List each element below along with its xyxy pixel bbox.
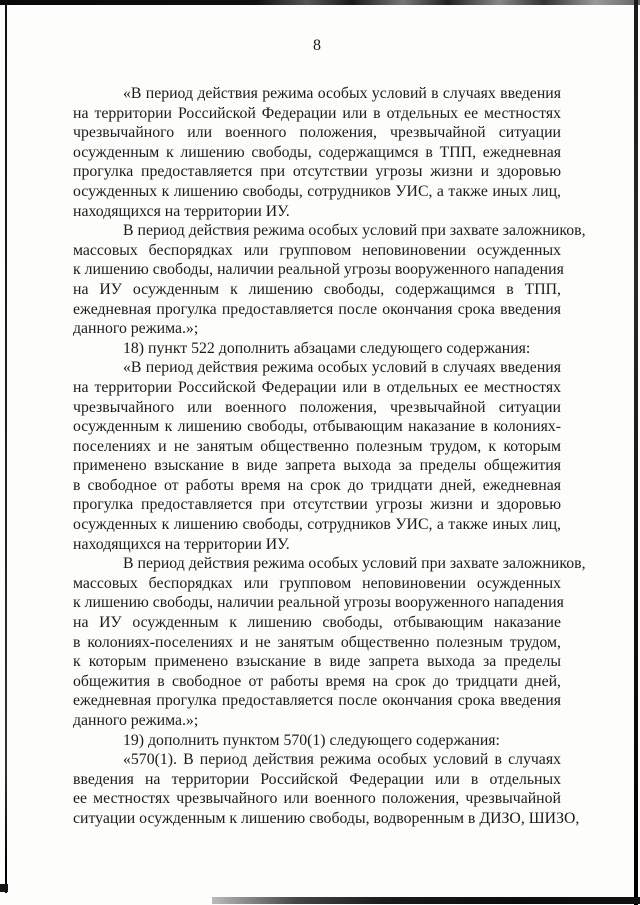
text-line: в свободное от работы время на срок до тридцати дней, ежедневная (73, 476, 561, 494)
text-line: на территории Российской Федерации или в отдельных ее местностях (73, 378, 561, 396)
text-line: осужденным к лишению свободы, отбывающим наказание в колониях- (73, 418, 561, 436)
document-body (73, 84, 586, 829)
text-line: к лишению свободы, наличии реальной угрозы вооруженного нападения (73, 594, 564, 612)
text-line: к лишению свободы, наличии реальной угрозы вооруженного нападения (73, 261, 564, 279)
text-line: находящихся на территории ИУ. (73, 202, 290, 220)
text-line: на территории Российской Федерации или в отдельных ее местностях (73, 104, 561, 122)
text-line: осужденных к лишению свободы, сотрудников УИС, а также иных лиц, (73, 516, 561, 534)
text-line: в колониях-поселениях и не занятым общественно полезным трудом, (73, 633, 561, 651)
text-line: на ИУ осужденным к лишению свободы, содержащимся в ТПП, (73, 280, 561, 298)
text-line: 18) пункт 522 дополнить абзацами следующего содержания: (123, 339, 531, 357)
scan-edge-right (634, 0, 638, 905)
scan-edge-top (0, 0, 640, 5)
text-line: применено взыскание в виде запрета выхода за пределы общежития (73, 457, 561, 475)
text-line: массовых беспорядках или групповом неповиновении осужденных (73, 241, 561, 259)
text-line: «В период действия режима особых условий в случаях введения (123, 85, 561, 102)
scan-edge-left (5, 0, 7, 893)
page-number: 8 (313, 37, 321, 54)
text-line: массовых беспорядках или групповом неповиновении осужденных (73, 574, 561, 592)
scan-artifact (0, 884, 8, 892)
text-line: прогулка предоставляется при отсутствии угрозы жизни и здоровью (73, 496, 561, 514)
text-line: осужденных к лишению свободы, сотрудников УИС, а также иных лиц, (73, 182, 561, 200)
text-line: ежедневная прогулка предоставляется после окончания срока введения (73, 692, 561, 710)
scan-edge-bottom (212, 897, 640, 904)
text-line: осужденным к лишению свободы, содержащимся в ТПП, ежедневная (73, 143, 561, 161)
text-line: ежедневная прогулка предоставляется после окончания срока введения (73, 300, 561, 318)
text-line: находящихся на территории ИУ. (73, 535, 290, 553)
text-line: ситуации осужденным к лишению свободы, водворенным в ДИЗО, ШИЗО, (73, 809, 580, 827)
text-line: В период действия режима особых условий при захвате заложников, (123, 222, 586, 240)
text-line: прогулка предоставляется при отсутствии угрозы жизни и здоровью (73, 163, 561, 181)
text-line: В период действия режима особых условий при захвате заложников, (123, 555, 586, 573)
text-line: к которым применено взыскание в виде запрета выхода за пределы (73, 653, 561, 671)
text-line: 19) дополнить пунктом 570(1) следующего содержания: (123, 731, 500, 749)
text-line: на ИУ осужденным к лишению свободы, отбывающим наказание (73, 614, 561, 632)
text-line: ее местностях чрезвычайного или военного положения, чрезвычайной (73, 790, 561, 808)
text-line: чрезвычайного или военного положения, чрезвычайной ситуации (73, 124, 561, 142)
text-line: общежития в свободное от работы время на срок до тридцати дней, (73, 672, 561, 690)
text-line: данного режима.»; (73, 320, 199, 338)
text-line: поселениях и не занятым общественно полезным трудом, к которым (73, 437, 561, 455)
text-line: данного режима.»; (73, 712, 199, 729)
text-line: чрезвычайного или военного положения, чрезвычайной ситуации (73, 398, 561, 416)
text-line: «570(1). В период действия режима особых условий в случаях (123, 751, 561, 769)
text-line: «В период действия режима особых условий в случаях введения (123, 359, 561, 377)
text-line: введения на территории Российской Федерации или в отдельных (73, 770, 561, 788)
